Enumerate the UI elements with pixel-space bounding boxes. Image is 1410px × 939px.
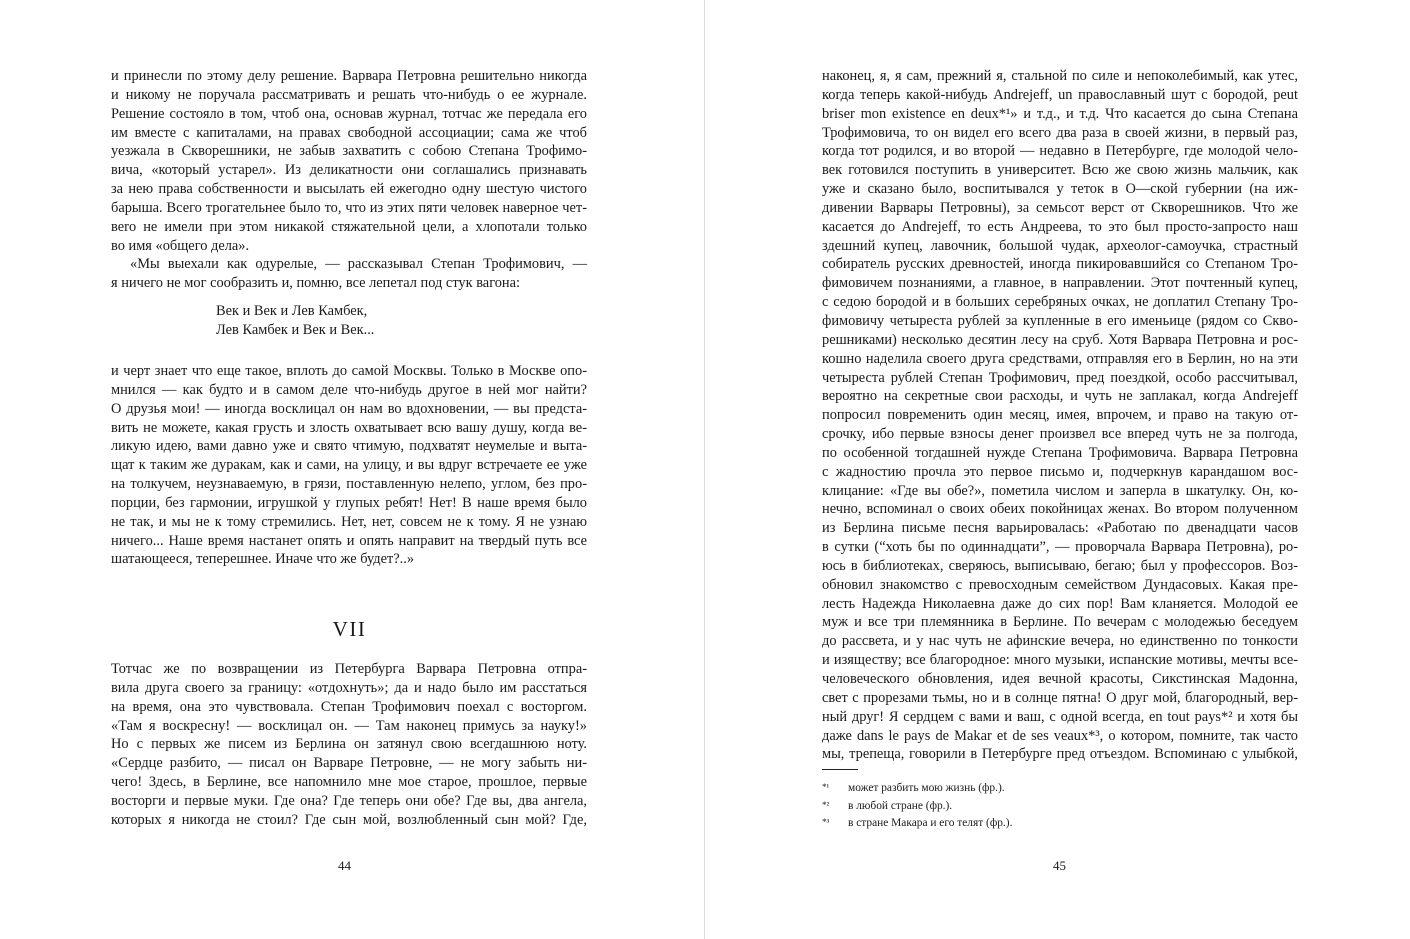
text-line: с жадностию прочла это первое письмо и, подчеркнув карандашом вос-	[822, 463, 1298, 480]
right-text-block	[822, 67, 1298, 764]
text-line: Век и Век и Лев Камбек,	[216, 303, 368, 319]
text-line: и никому не поручала рассматривать и решать что-нибудь о ее журнале.	[111, 86, 587, 103]
text-line: барыша. Всего трогательнее было то, что из этих пяти человек наверное чет-	[111, 199, 587, 216]
text-line: клицание: «Где вы обе?», пометила числом и заперла в шкатулку. Он, ко-	[822, 482, 1298, 499]
text-line: вероятно на секретные свои расходы, и чуть не заплакал, когда Andrejeff	[822, 388, 1298, 405]
text-line: до рассвета, и у нас чуть не афинские вечера, но единственно по тонкости	[822, 633, 1298, 650]
text-line: когда тот родился, и во второй — недавно в Петербурге, где молодой чело-	[822, 143, 1298, 160]
text-line: из Берлина письме песня варьировалась: «Работаю по двенадцати часов	[822, 520, 1298, 537]
left-text-block-3	[111, 660, 587, 830]
text-line: решниками) несколько десятин лесу на сруб. Хотя Варвара Петровна и рос-	[822, 331, 1298, 348]
text-line: Трофимовича, то он видел его всего два раза в своей жизни, в первый раз,	[822, 124, 1298, 141]
text-line: четыреста рублей Степан Трофимович, пред поездкой, особо рассчитывал,	[822, 369, 1298, 386]
footnote-text: в любой стране (фр.).	[848, 799, 953, 812]
text-line: нечно, вспоминал о своих обеих покойницах женах. Во втором полученном	[822, 501, 1298, 518]
text-line: за нею права собственности и высылать ей ежегодно одну шестую чистого	[111, 181, 587, 198]
text-line: касается до Andrejeff, то есть Андреева, то это был просто-запросто наш	[822, 218, 1298, 235]
text-line: в сутки (“хоть бы по одиннадцати”, — проворчала Варвара Петровна), ро-	[822, 539, 1298, 556]
text-line: «Сердце разбито, — писал он Варваре Петровне, — не могу забыть ни-	[111, 755, 587, 772]
left-text-block-2	[111, 362, 587, 569]
text-line: собиратель русских древностей, иногда пикировавшийся со Степаном Тро-	[822, 256, 1298, 273]
text-line: вero не имели при этом никакой стяжательной цели, а хлопотали только	[111, 218, 587, 235]
text-line: свет с прорезами тьмы, но и в солнце пятна! О друг мой, благородный, вер-	[822, 689, 1298, 706]
text-line: восторги и первые муки. Где она? Где теперь они обе? Где вы, два ангела,	[111, 792, 587, 809]
text-line: кошно наделила своего друга средствами, отправляя его в Берлин, но на эти	[822, 350, 1298, 367]
text-line: мы, трепеща, говорили в Петербурге пред отъездом. Вспоминаю с улыбкой,	[822, 746, 1298, 763]
text-line: которых я никогда не стоил? Где сын мой, возлюбленный сын мой? Где,	[111, 811, 587, 828]
footnote-mark: *³	[822, 817, 830, 827]
footnote-mark: *²	[822, 799, 830, 810]
text-line: уезжала в Скворешники, не забыв захватить с собою Степана Трофимо-	[111, 143, 587, 160]
footnote	[822, 779, 1012, 797]
chapter-heading: VII	[332, 617, 367, 641]
text-line: briser mon existence en deux*¹» и т.д., и т.д. Что касается до сына Степана	[822, 105, 1298, 122]
footnote-mark: *¹	[822, 782, 830, 792]
text-line: им вместе с капиталами, на правах свободной ассоциации; сама же чтоб	[111, 124, 587, 141]
text-line: шатающееся, теперешнее. Иначе что же будет?..»	[111, 551, 415, 568]
poem-verse	[216, 302, 374, 340]
text-line: чего! Здесь, в Берлине, все напомнило мне мое старое, прошлое, первые	[111, 774, 587, 791]
text-line: щат к таким же дуракам, как и сами, на улицу, и вы вдруг встречаете ее уже	[111, 457, 587, 474]
text-line: муж и все три племянника в Берлине. По вечерам с молодежью беседуем	[822, 614, 1298, 631]
text-line: не так, и мы не к тому стремились. Нет, нет, совсем не к тому. Я не узнаю	[111, 513, 587, 530]
text-line: на толкучем, неузнаваемую, в грязи, поставленную нелепо, углом, без про-	[111, 476, 587, 493]
text-line: дивении Варвары Петровны), за семьсот верст от Скворешников. Что же	[822, 199, 1298, 216]
text-line: когда теперь какой-нибудь Andrejeff, un православный шут с бородой, peut	[822, 86, 1298, 103]
page-number-left: 44	[338, 858, 351, 873]
text-line: «Мы выехали как одурелые, — рассказывал Степан Трофимович, —	[130, 256, 587, 273]
text-line: ничего... Наше время настанет опять и опять направит на твердый путь все	[111, 532, 587, 549]
text-line: срочку, ибо первые взносы денег произвел все вперед чуть не за полгода,	[822, 426, 1298, 443]
text-line: во имя «общего дела».	[111, 237, 250, 254]
text-line: Но с первых же писем из Берлина он затянул свою всегдашнюю ноту.	[111, 736, 587, 753]
footnote	[822, 797, 1012, 815]
text-line: ликую идею, вами давно уже и свято чтимую, подхватят неумелые и выта-	[111, 438, 587, 455]
text-line: лесть Надежда Николаевна даже до сих пор! Вам кланяется. Молодой ее	[822, 595, 1298, 612]
text-line: и изяществу; все благородное: много музыки, испанские мотивы, мечты все-	[822, 652, 1298, 669]
text-line: О друзья мои! — иногда восклицал он нам во вдохновении, — вы предста-	[111, 400, 587, 417]
text-line: вила друга своего за границу: «отдохнуть»; да и надо было им расстаться	[111, 679, 587, 696]
left-page	[0, 0, 704, 939]
left-text-block-1	[111, 67, 587, 293]
footnotes	[822, 779, 1012, 832]
text-line: на время, она это чувствовала. Степан Трофимович поехал с восторгом.	[111, 698, 587, 715]
text-line: Решение состояло в том, чтоб она, основав журнал, тотчас же передала его	[111, 105, 587, 122]
footnote-rule	[822, 769, 858, 770]
text-line: я ничего не мог сообразить и, помню, все лепетал под стук вагона:	[111, 275, 521, 292]
footnote	[822, 814, 1012, 832]
text-line: фимовичем познаниями, а главное, в направлении. Этот почтенный купец,	[822, 275, 1298, 292]
footnote-text: может разбить мою жизнь (фр.).	[848, 782, 1005, 794]
text-line: мнился — как будто и в самом деле что-нибудь другое в ней мог найти?	[111, 381, 587, 398]
text-line: век готовился поступить в университет. Всю же свою жизнь мальчик, как	[822, 162, 1298, 179]
text-line: ный друг! Я сердцем с вами и ваш, с одной всегда, en tout pays*² и хотя бы	[822, 708, 1298, 725]
text-line: здешний купец, лавочник, большой чудак, археолог-самоучка, страстный	[822, 237, 1298, 254]
text-line: Тотчас же по возвращении из Петербурга Варвара Петровна отпра-	[111, 661, 587, 677]
text-line: обновил знакомство с превосходным семейством Дундасовых. Какая пре-	[822, 576, 1298, 593]
text-line: человеческого обновления, идея вечной красоты, Сикстинская Мадонна,	[822, 671, 1298, 687]
footnote-text: в стране Макара и его телят (фр.).	[848, 817, 1013, 829]
text-line: юсь в библиотеках, сверяюсь, выписываю, бегаю; был у профессоров. Воз-	[822, 557, 1298, 574]
text-line: вить не можете, какая грусть и злость охватывает всю вашу душу, когда ве-	[111, 419, 587, 436]
text-line: вича, «который устарел». Из деликатности они соглашались признавать	[111, 162, 587, 179]
text-line: уже и сказано было, воспитывался у теток в О—ской губернии (на иж-	[822, 181, 1298, 198]
text-line: порции, без гармонии, игрушкой у глупых ребят! Нет! В наше время было	[111, 494, 587, 511]
text-line: и принесли по этому делу решение. Варвара Петровна решительно никогда	[111, 68, 587, 84]
page-number-right: 45	[1053, 858, 1066, 873]
text-line: попросил повременить один месяц, имея, впрочем, и право на такую от-	[822, 407, 1298, 424]
text-line: даже dans le pays de Makar et de ses veaux*³, о котором, помните, так часто	[822, 727, 1298, 744]
text-line: Лев Камбек и Век и Век...	[216, 321, 375, 338]
text-line: по особенной тогдашней нужде Степана Трофимовича. Варвара Петровна	[822, 444, 1298, 461]
text-line: наконец, я, я сам, прежний я, стальной по силе и непоколебимый, как утес,	[822, 68, 1298, 84]
text-line: фимовичу четыреста рублей за купленные в его именьице (рядом со Скво-	[822, 312, 1298, 329]
text-line: и черт знает что еще такое, вплоть до самой Москвы. Только в Москве опо-	[111, 363, 587, 379]
text-line: с седою бородой и в больших серебряных очках, не доплатил Степану Тро-	[822, 294, 1298, 311]
text-line: «Там я воскресну! — восклицал он. — Там наконец примусь за науку!»	[111, 717, 587, 734]
